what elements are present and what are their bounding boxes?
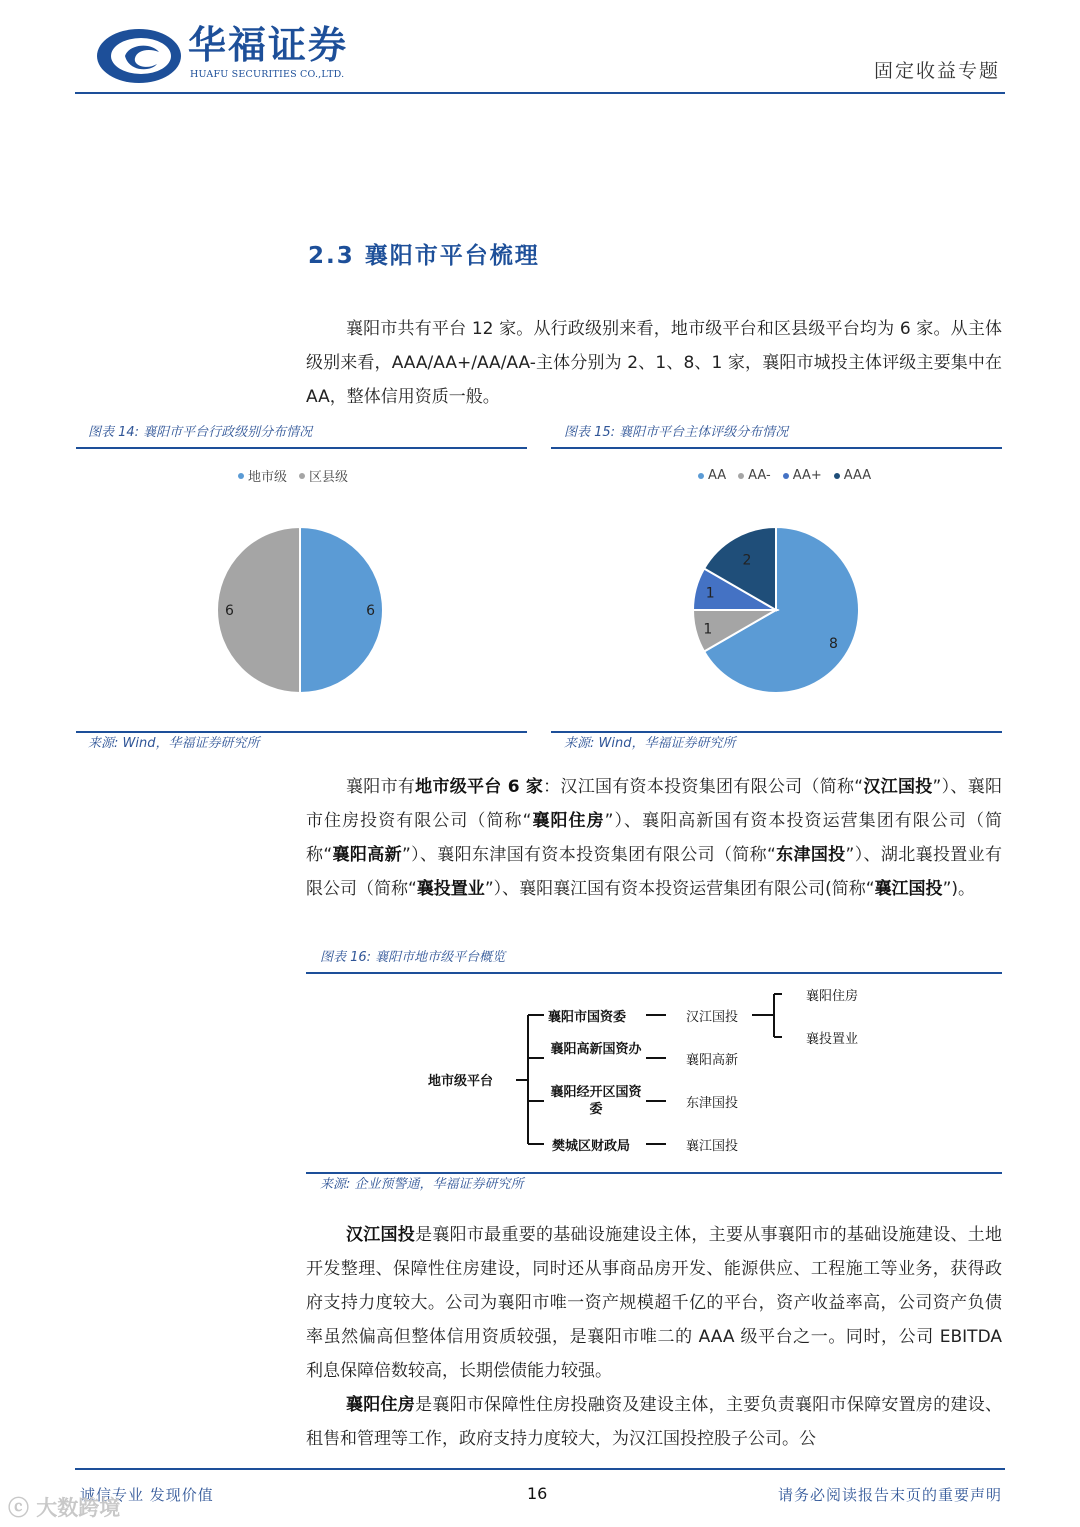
hanjiang-paragraph [306,1218,1002,1388]
page-header [0,0,1080,100]
fig14-legend [238,466,348,485]
legend-swatch [698,473,704,479]
xiangyang-housing-paragraph [306,1388,1002,1456]
text-run: ”）、襄阳市住房投资有限公司（简称“ [306,777,1003,831]
fig15-source: 来源: Wind，华福证券研究所 [564,736,736,751]
pie-label-地市级: 6 [366,603,376,619]
org-chart-lines [306,980,1002,1170]
fig15-legend [698,468,871,483]
huafu-logo-icon [95,26,183,86]
legend-label: AA [708,468,727,483]
org-platform: 襄江国投 [686,1139,739,1154]
fig16-caption: 图表 16: 襄阳市地市级平台概览 [320,950,506,965]
watermark: ⓒ 大数跨境 [8,1496,121,1520]
fig14-top-rule [76,447,527,449]
bold-run: 汉江国投 [346,1225,416,1245]
footer-slogan: 诚信专业 发现价值 [80,1486,214,1504]
legend-swatch [299,473,305,479]
text-run: ”）、襄阳襄江国有资本投资运营集团有限公司(简称“ [484,879,875,899]
report-category: 固定收益专题 [873,60,1000,82]
legend-item-aaa [834,468,871,483]
section-title: 2.3 襄阳市平台梳理 [308,243,540,269]
legend-swatch [834,473,840,479]
org-platform: 襄阳高新 [686,1053,739,1068]
rating-pie-chart [676,510,876,710]
text-run: 是襄阳市最重要的基础设施建设主体，主要从事襄阳市的基础设施建设、土地开发整理、保障性住房建设，同时还从事商品房开发、能源供应、工程施工等业务，获得政府支持力度较大。公司为襄阳市唯一资产规模超千亿的平台，资产收益率高，公司资产负债率虽然偏高但整体信用资质较强，是襄阳市唯二的 AAA 级平台之一。同时，公司 EBITDA 利息保障倍数较高，长期偿债能力较强。 [306,1225,1003,1381]
footer-divider [75,1468,1005,1470]
bold-run: 地市级平台 6 家 [415,777,544,797]
bold-run: 襄江国投 [874,879,943,899]
text-run: ”）、襄阳高新国有资本投资运营集团有限公司（简称“ [306,811,1003,865]
legend-item-aa-minus [738,468,771,483]
legend-item-aa [698,468,726,483]
text-run: ”）、湖北襄投置业有限公司（简称“ [306,845,1003,899]
fig16-top-rule [306,972,1002,974]
legend-item-district [299,466,348,485]
logo-english-name: HUAFU SECURITIES CO.,LTD. [190,69,345,80]
intro-paragraph: 襄阳市共有平台 12 家。从行政级别来看，地市级平台和区县级平台均为 6 家。从主体级别来看，AAA/AA+/AA/AA-主体分别为 2、1、8、1 家，襄阳市城投主体评级主要集中在 AA，整体信用资质一般。 [306,319,1002,407]
text-run: 是襄阳市保障性住房投融资及建设主体，主要负责襄阳市保障安置房的建设、租售和管理等工作，政府支持力度较大，为汉江国投控股子公司。公 [306,1395,1003,1449]
fig15-caption: 图表 15: 襄阳市平台主体评级分布情况 [564,425,789,440]
legend-swatch [238,473,244,479]
org-platform: 汉江国投 [686,1010,739,1025]
pie-label-AAA: 2 [742,552,752,569]
org-subsidiary: 襄投置业 [806,1032,859,1047]
org-owner: 襄阳市国资委 [548,1010,627,1025]
text-run: ”）、襄阳东津国有资本投资集团有限公司（简称“ [401,845,776,865]
bold-run: 襄阳住房 [346,1395,416,1415]
legend-item-city [238,466,287,485]
bold-run: 襄阳住房 [531,811,605,831]
legend-swatch [738,473,744,479]
fig14-caption: 图表 14: 襄阳市平台行政级别分布情况 [88,425,313,440]
logo-chinese-name: 华福证券 [188,23,349,67]
org-root: 地市级平台 [428,1074,494,1089]
bold-run: 襄阳高新 [332,845,402,865]
legend-item-aa-plus [783,468,822,483]
bold-run: 襄投置业 [416,879,485,899]
text-run: ”)。 [942,879,976,899]
legend-label: 地市级 [248,470,288,485]
fig14-source: 来源: Wind，华福证券研究所 [88,736,260,751]
fig16-source: 来源: 企业预警通，华福证券研究所 [320,1177,524,1192]
org-owner: 襄阳高新国资办 [550,1042,642,1057]
header-divider [75,92,1005,94]
org-subsidiary: 襄阳住房 [806,989,859,1004]
page-number: 16 [527,1484,548,1503]
footer-disclaimer: 请务必阅读报告末页的重要声明 [777,1486,1002,1504]
fig15-top-rule [551,447,1002,449]
legend-label: AA- [748,468,771,483]
legend-label: AAA [843,468,872,483]
admin-level-pie-chart [200,510,400,710]
legend-label: 区县级 [309,470,349,485]
bold-run: 东津国投 [775,845,846,865]
city-platforms-paragraph [306,770,1002,906]
pie-label-区县级: 6 [224,603,234,619]
text-run: ：汉江国有资本投资集团有限公司（简称“ [543,777,864,797]
pie-label-AA: 8 [829,636,838,653]
platform-org-chart [306,980,1002,1170]
legend-label: AA+ [792,468,822,483]
bold-run: 汉江国投 [863,777,933,797]
org-owner: 樊城区财政局 [552,1139,631,1154]
org-owner: 襄阳经开区国资委 [550,1085,642,1117]
pie-label-AA+: 1 [705,585,715,602]
pie-label-AA-: 1 [703,621,713,638]
org-platform: 东津国投 [686,1096,739,1111]
text-run: 襄阳市有 [346,777,416,797]
legend-swatch [783,473,789,479]
